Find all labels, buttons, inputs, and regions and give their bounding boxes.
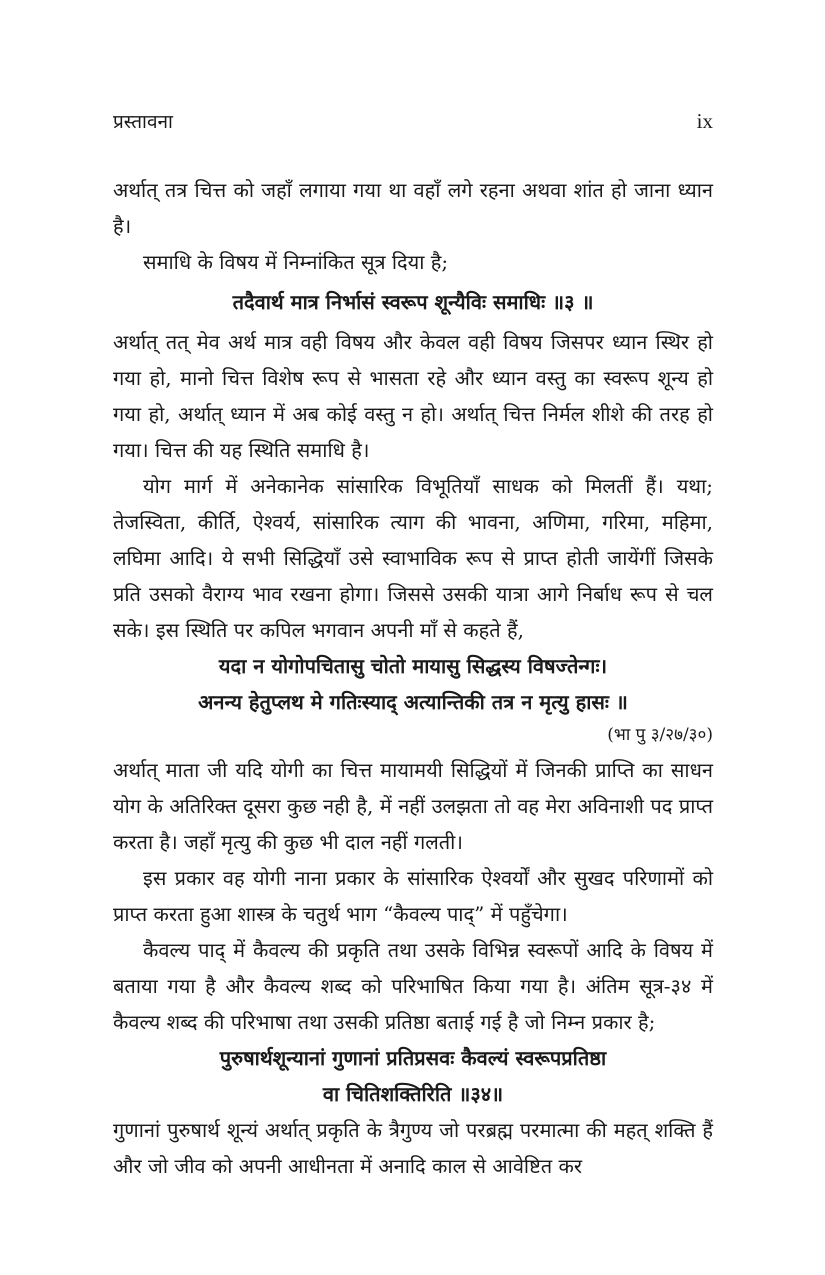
- sutra-34-line-1: पुरुषार्थशून्यानां गुणानां प्रतिप्रसवः कैवल्यं स्वरूपप्रतिष्ठा: [219, 1046, 607, 1070]
- document-page: [113, 108, 713, 1184]
- shloka-reference: (भा पु ३/२७/३०): [607, 725, 713, 745]
- paragraph-dhyana-definition: अर्थात् तत्र चित्त को जहाँ लगाया गया था वहाँ लगे रहना अथवा शांत हो जाना ध्यान है।: [113, 178, 713, 238]
- shloka-line-2: अनन्य हेतुप्लथ मे गतिःस्याद् अत्यान्तिकी तत्र न मृत्यु हासः ॥: [198, 690, 628, 714]
- shloka-line-1: यदा न योगोपचितासु चोतो मायासु सिद्धस्य विषज्तेन्गः।: [218, 654, 608, 678]
- page-number: ix: [696, 109, 713, 133]
- paragraph-kaivalya-definition: कैवल्य पाद् में कैवल्य की प्रकृति तथा उसके विभिन्न स्वरूपों आदि के विषय में बताया गया है और कैवल्य शब्द को परिभाषित किया गया है। अंतिम सूत्र-३४ में कैवल्य शब्द की परिभाषा तथा उसकी प्रतिष्ठा बताई गई है जो निम्न प्रकार है;: [113, 938, 713, 1034]
- paragraph-kaivalya-pada: इस प्रकार वह योगी नाना प्रकार के सांसारिक ऐश्वर्यों और सुखद परिणामों को प्राप्त करता हुआ शास्त्र के चतुर्थ भाग “कैवल्य पाद्” में पहुँचेगा।: [113, 866, 713, 926]
- paragraph-gunas: गुणानां पुरुषार्थ शून्यं अर्थात् प्रकृति के त्रैगुण्य जो परब्रह्म परमात्मा की महत् शक्ति हैं और जो जीव को अपनी आधीनता में अनादि काल से आवेष्टित कर: [113, 1118, 713, 1178]
- paragraph-vibhutis: योग मार्ग में अनेकानेक सांसारिक विभूतियाँ साधक को मिलतीं हैं। यथा; तेजस्विता, कीर्ति, ऐश्वर्य, सांसारिक त्याग की भावना, अणिमा, गरिमा, महिमा, लघिमा आदि। ये सभी सिद्धियाँ उसे स्वाभाविक रूप से प्राप्त होती जायेंगीं जिसके प्रति उसको वैराग्य भाव रखना होगा। जिससे उसकी यात्रा आगे निर्बाध रूप से चल सके। इस स्थिति पर कपिल भगवान अपनी माँ से कहते हैं,: [113, 474, 713, 642]
- paragraph-samadhi-intro: समाधि के विषय में निम्नांकित सूत्र दिया है;: [143, 250, 449, 274]
- paragraph-samadhi-meaning: अर्थात् तत् मेव अर्थ मात्र वही विषय और केवल वही विषय जिसपर ध्यान स्थिर हो गया हो, मानो चित्त विशेष रूप से भासता रहे और ध्यान वस्तु का स्वरूप शून्य हो गया हो, अर्थात् ध्यान में अब कोई वस्तु न हो। अर्थात् चित्त निर्मल शीशे की तरह हो गया। चित्त की यह स्थिति समाधि है।: [113, 330, 713, 462]
- chapter-title: प्रस्तावना: [113, 111, 173, 133]
- sutra-3: तदैवार्थ मात्र निर्भासं स्वरूप शून्यैविः समाधिः ॥३ ॥: [232, 290, 594, 314]
- sutra-34-line-2: वा चितिशक्तिरिति ॥३४॥: [322, 1082, 504, 1106]
- paragraph-shloka-meaning: अर्थात् माता जी यदि योगी का चित्त मायामयी सिद्धियों में जिनकी प्राप्ति का साधन योग के अतिरिक्त दूसरा कुछ नही है, में नहीं उलझता तो वह मेरा अविनाशी पद प्राप्त करता है। जहाँ मृत्यु की कुछ भी दाल नहीं गलती।: [113, 758, 713, 854]
- running-header: [113, 108, 713, 142]
